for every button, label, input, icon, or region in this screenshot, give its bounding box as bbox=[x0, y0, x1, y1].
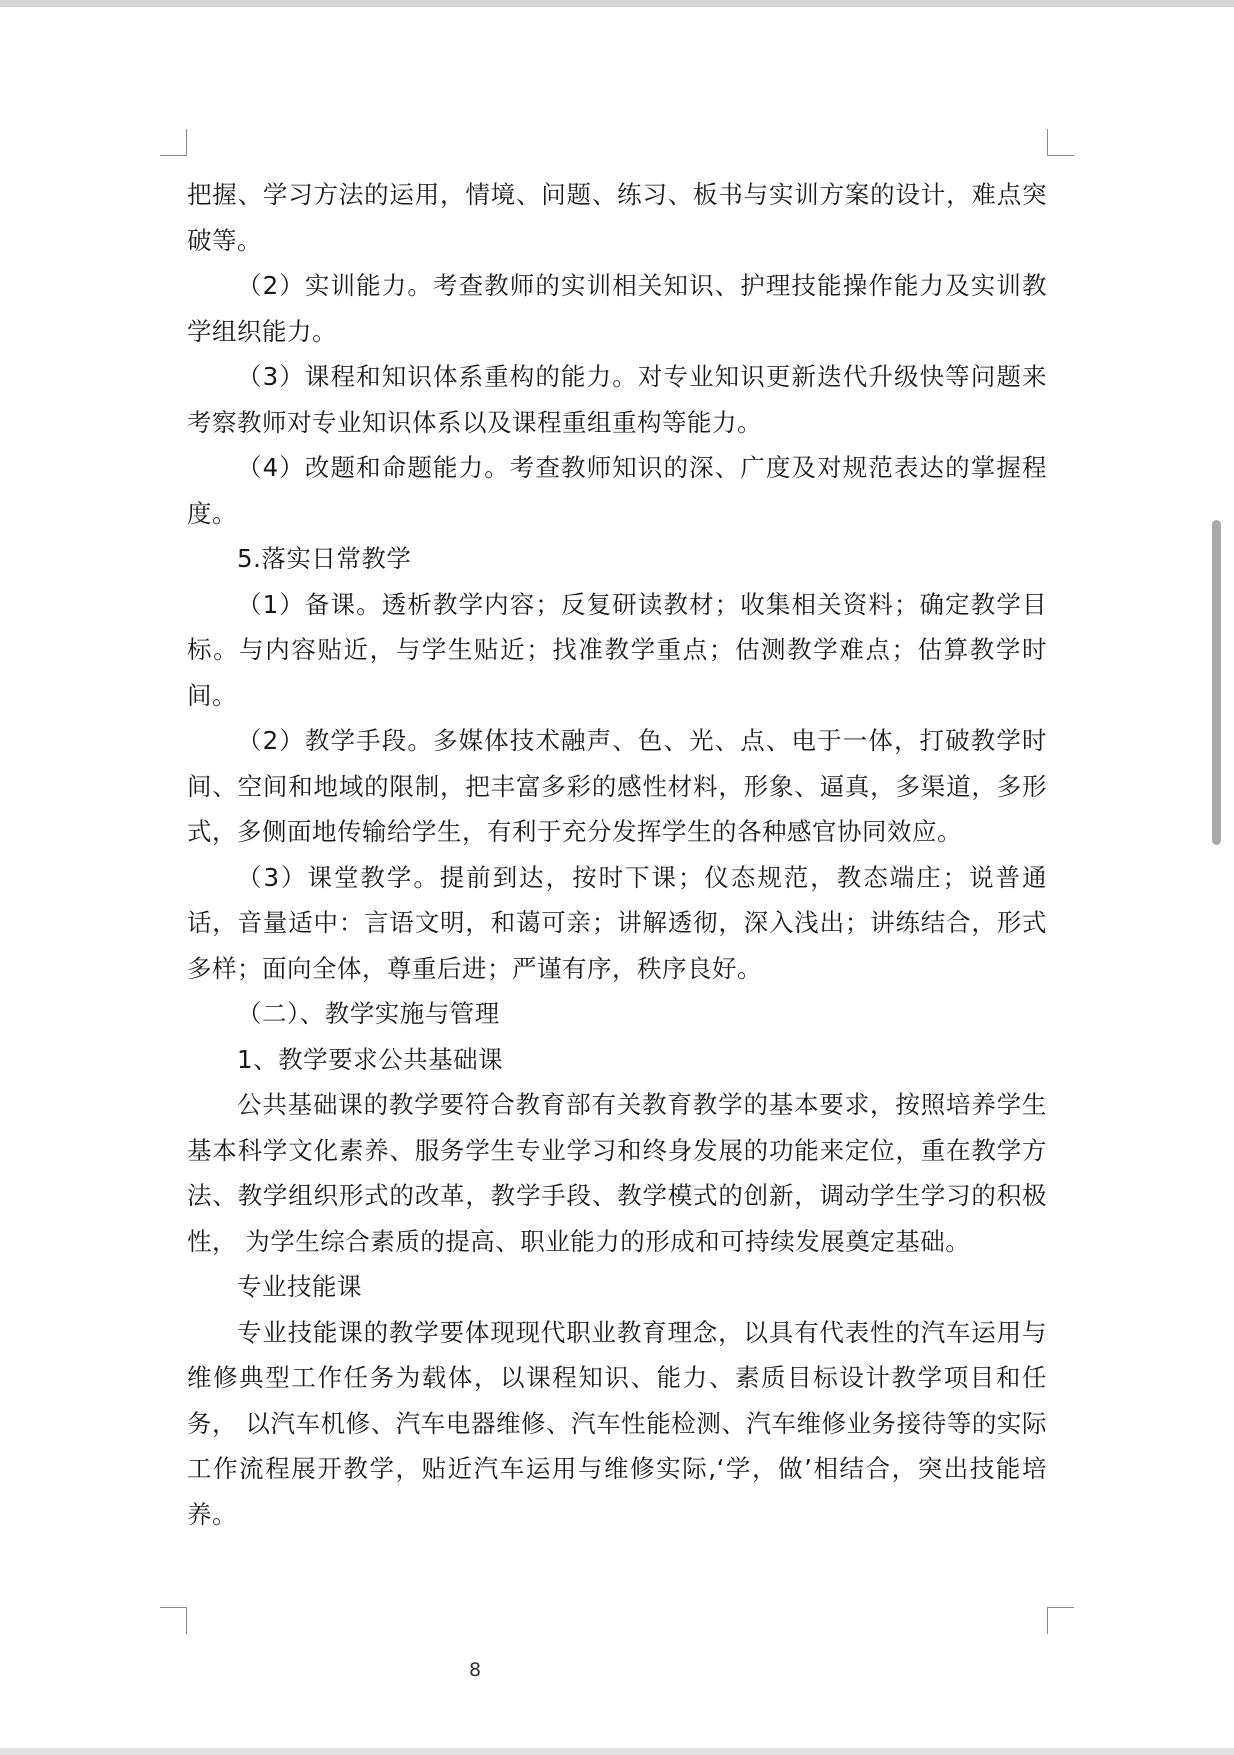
document-page bbox=[0, 7, 1234, 1748]
paragraph: 专业技能课的教学要体现现代职业教育理念，以具有代表性的汽车运用与维修典型工作任务为载体，以课程知识、能力、素质目标设计教学项目和任务， 以汽车机修、汽车电器维修、汽车性能检测、汽车维修业务接待等的实际工作流程展开教学，贴近汽车运用与维修实际,‘学，做’相结合，突出技能培养。 bbox=[187, 1317, 1047, 1529]
vertical-scrollbar-thumb[interactable] bbox=[1212, 520, 1221, 845]
section-heading: 1、教学要求公共基础课 bbox=[237, 1044, 504, 1074]
paragraph: 把握、学习方法的运用，情境、问题、练习、板书与实训方案的设计，难点突破等。 bbox=[187, 180, 1047, 255]
document-body bbox=[187, 172, 1047, 1537]
crop-mark-top-right bbox=[1047, 129, 1074, 156]
paragraph: （1）备课。透析教学内容；反复研读教材；收集相关资料；确定教学目标。与内容贴近，与学生贴近；找准教学重点；估测教学难点；估算教学时间。 bbox=[187, 589, 1047, 710]
section-heading: 专业技能课 bbox=[237, 1272, 362, 1301]
paragraph: 公共基础课的教学要符合教育部有关教育教学的基本要求，按照培养学生基本科学文化素养、服务学生专业学习和终身发展的功能来定位，重在教学方法、教学组织形式的改革，教学手段、教学模式的创新，调动学生学习的积极性， 为学生综合素质的提高、职业能力的形成和可持续发展奠定基础。 bbox=[187, 1090, 1047, 1256]
paragraph: （2）实训能力。考查教师的实训相关知识、护理技能操作能力及实训教学组织能力。 bbox=[187, 271, 1047, 346]
section-heading: （二）、教学实施与管理 bbox=[237, 999, 500, 1028]
page-number: 8 bbox=[468, 1659, 482, 1681]
crop-mark-bottom-left bbox=[160, 1607, 187, 1634]
crop-mark-bottom-right bbox=[1047, 1607, 1074, 1634]
paragraph: （3）课程和知识体系重构的能力。对专业知识更新迭代升级快等问题来考察教师对专业知识体系以及课程重组重构等能力。 bbox=[187, 362, 1047, 437]
paragraph: （2）教学手段。多媒体技术融声、色、光、点、电于一体，打破教学时间、空间和地域的限制，把丰富多彩的感性材料，形象、逼真，多渠道，多形式，多侧面地传输给学生，有利于充分发挥学生的各种感官协同效应。 bbox=[187, 726, 1047, 846]
paragraph: （4）改题和命题能力。考查教师知识的深、广度及对规范表达的掌握程度。 bbox=[187, 453, 1047, 528]
paragraph: （3）课堂教学。提前到达，按时下课；仪态规范，教态端庄；说普通话，音量适中：言语文明，和蔼可亲；讲解透彻，深入浅出；讲练结合，形式多样；面向全体，尊重后进；严谨有序，秩序良好。 bbox=[187, 862, 1047, 983]
top-edge-bar bbox=[0, 0, 1234, 7]
section-heading: 5.落实日常教学 bbox=[237, 544, 412, 573]
bottom-edge-bar bbox=[0, 1748, 1234, 1755]
crop-mark-top-left bbox=[160, 129, 187, 156]
